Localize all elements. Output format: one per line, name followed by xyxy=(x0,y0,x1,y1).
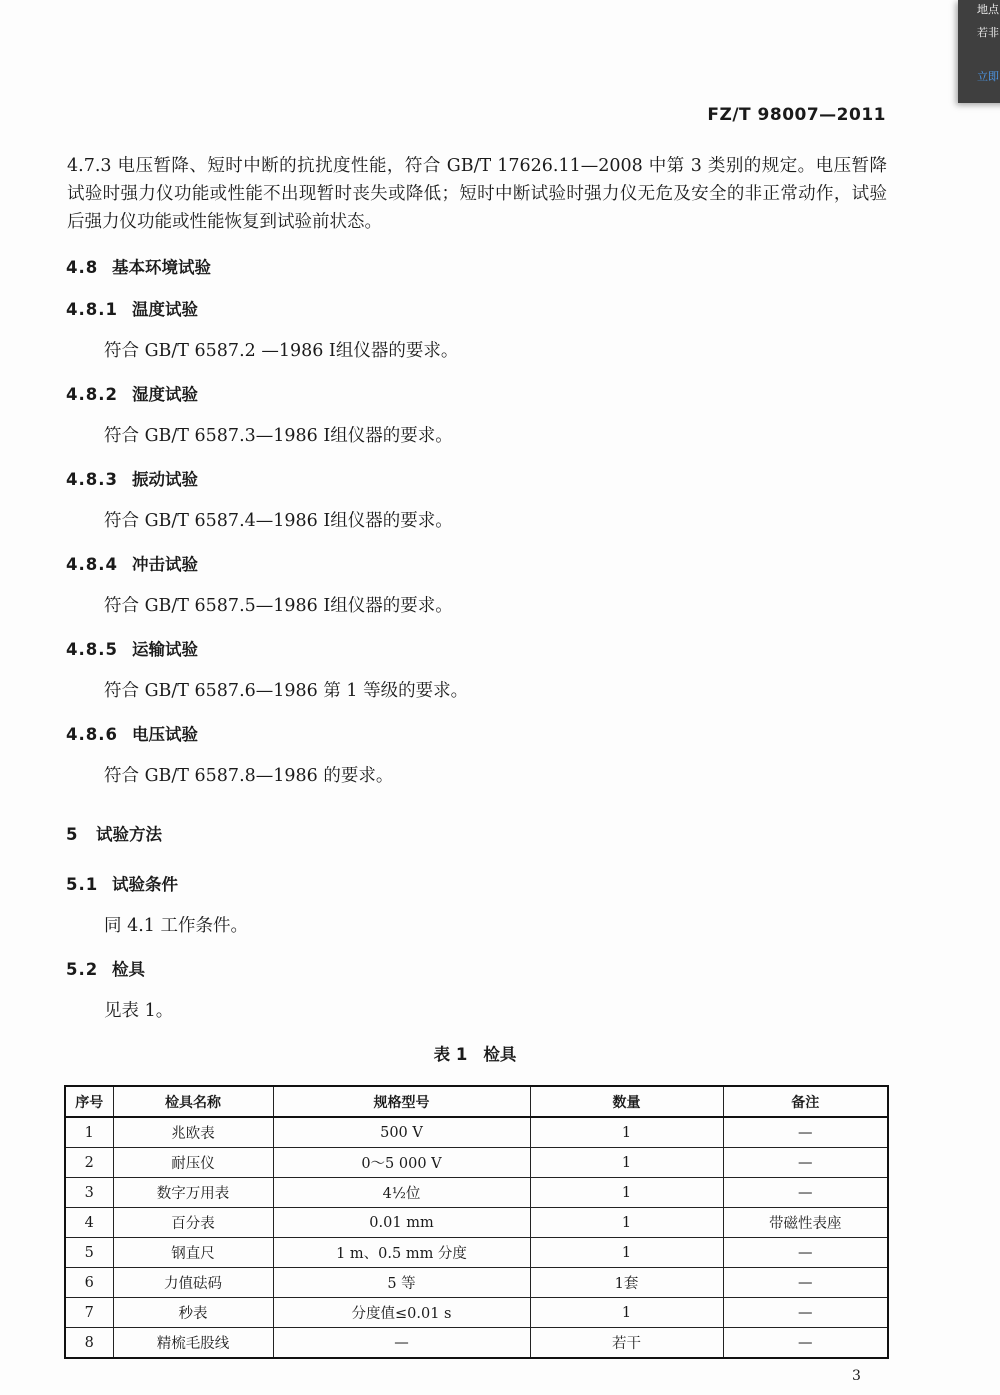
cell-remark: — xyxy=(723,1268,888,1298)
cell-tool-name: 数字万用表 xyxy=(113,1178,273,1208)
cell-remark: 带磁性表座 xyxy=(723,1208,888,1238)
heading-title: 检具 xyxy=(112,960,145,979)
heading-5 xyxy=(66,821,162,845)
header-cell: 备注 xyxy=(723,1086,888,1117)
cell-tool-name: 钢直尺 xyxy=(113,1238,273,1268)
cell-spec: 0～5 000 V xyxy=(273,1148,530,1178)
cell-index: 7 xyxy=(65,1298,113,1328)
heading-4-8-5 xyxy=(66,636,198,660)
cell-index: 4 xyxy=(65,1208,113,1238)
heading-number: 5.1 xyxy=(66,875,99,894)
popup-text-line: 地点 xyxy=(977,3,999,16)
table-caption xyxy=(0,1041,950,1065)
cell-quantity: 1 xyxy=(530,1298,723,1328)
cell-remark: — xyxy=(723,1298,888,1328)
heading-number: 4.8 xyxy=(66,258,99,277)
cell-spec: 5 等 xyxy=(273,1268,530,1298)
cell-quantity: 1 xyxy=(530,1117,723,1148)
cell-index: 8 xyxy=(65,1328,113,1359)
standard-number: FZ/T 98007—2011 xyxy=(707,105,886,125)
heading-number: 4.8.6 xyxy=(66,725,118,744)
cell-index: 5 xyxy=(65,1238,113,1268)
cell-spec: — xyxy=(273,1328,530,1359)
cell-index: 1 xyxy=(65,1117,113,1148)
cell-tool-name: 兆欧表 xyxy=(113,1117,273,1148)
heading-4-8-6 xyxy=(66,721,198,745)
heading-number: 4.8.1 xyxy=(66,300,118,319)
heading-5-2 xyxy=(66,956,145,980)
clause-5-2-body: 见表 1。 xyxy=(104,1001,174,1021)
clause-5-1-body: 同 4.1 工作条件。 xyxy=(104,916,248,936)
table-row xyxy=(65,1238,888,1268)
cell-remark: — xyxy=(723,1148,888,1178)
inspection-tools-table xyxy=(64,1085,889,1359)
cell-spec: 1 m、0.5 mm 分度 xyxy=(273,1238,530,1268)
cell-index: 3 xyxy=(65,1178,113,1208)
cell-tool-name: 精梳毛股线 xyxy=(113,1328,273,1359)
heading-title: 基本环境试验 xyxy=(112,258,211,277)
heading-title: 试验方法 xyxy=(96,825,162,844)
clause-4-7-3: 4.7.3 电压暂降、短时中断的抗扰度性能，符合 GB/T 17626.11—2008 中第 3 类别的规定。电压暂降试验时强力仪功能或性能不出现暂时丧失或降低；短时中断试验时强力仪无危及安全的非正常动作，试验后强力仪功能或性能恢复到试验前状态。 xyxy=(67,156,887,232)
heading-4-8-1 xyxy=(66,296,198,320)
notification-popup[interactable] xyxy=(958,0,1000,103)
heading-4-8-2 xyxy=(66,381,198,405)
table-row xyxy=(65,1117,888,1148)
table-row xyxy=(65,1328,888,1359)
cell-quantity: 1 xyxy=(530,1208,723,1238)
table-caption-title: 检具 xyxy=(483,1045,517,1064)
cell-tool-name: 耐压仪 xyxy=(113,1148,273,1178)
cell-quantity: 1 xyxy=(530,1178,723,1208)
table-row xyxy=(65,1208,888,1238)
heading-number: 5 xyxy=(66,825,79,844)
heading-title: 湿度试验 xyxy=(132,385,198,404)
cell-remark: — xyxy=(723,1117,888,1148)
table-row xyxy=(65,1268,888,1298)
clause-4-8-6-body: 符合 GB/T 6587.8—1986 的要求。 xyxy=(104,766,394,786)
cell-remark: — xyxy=(723,1238,888,1268)
cell-tool-name: 秒表 xyxy=(113,1298,273,1328)
heading-title: 振动试验 xyxy=(132,470,198,489)
heading-number: 4.8.3 xyxy=(66,470,118,489)
popup-link[interactable]: 立即 xyxy=(977,70,999,83)
heading-number: 4.8.4 xyxy=(66,555,118,574)
cell-quantity: 1 xyxy=(530,1148,723,1178)
heading-4-8-3 xyxy=(66,466,198,490)
heading-title: 运输试验 xyxy=(132,640,198,659)
clause-4-8-5-body: 符合 GB/T 6587.6—1986 第 1 等级的要求。 xyxy=(104,681,469,701)
table-row xyxy=(65,1178,888,1208)
header-cell: 规格型号 xyxy=(273,1086,530,1117)
cell-quantity: 1 xyxy=(530,1238,723,1268)
heading-title: 温度试验 xyxy=(132,300,198,319)
header-cell: 数量 xyxy=(530,1086,723,1117)
cell-index: 2 xyxy=(65,1148,113,1178)
heading-title: 电压试验 xyxy=(132,725,198,744)
heading-5-1 xyxy=(66,871,178,895)
heading-number: 4.8.5 xyxy=(66,640,118,659)
cell-index: 6 xyxy=(65,1268,113,1298)
cell-tool-name: 百分表 xyxy=(113,1208,273,1238)
table-row xyxy=(65,1148,888,1178)
clause-4-8-3-body: 符合 GB/T 6587.4—1986 Ⅰ组仪器的要求。 xyxy=(104,511,453,531)
header-cell: 序号 xyxy=(65,1086,113,1117)
clause-4-8-2-body: 符合 GB/T 6587.3—1986 Ⅰ组仪器的要求。 xyxy=(104,426,453,446)
heading-4-8 xyxy=(66,254,211,278)
cell-spec: 500 V xyxy=(273,1117,530,1148)
table-row xyxy=(65,1298,888,1328)
cell-remark: — xyxy=(723,1328,888,1359)
heading-number: 4.8.2 xyxy=(66,385,118,404)
header-cell: 检具名称 xyxy=(113,1086,273,1117)
cell-remark: — xyxy=(723,1178,888,1208)
cell-quantity: 1套 xyxy=(530,1268,723,1298)
popup-text-line: 若非 xyxy=(977,26,999,39)
heading-number: 5.2 xyxy=(66,960,99,979)
table-header-row xyxy=(65,1086,888,1117)
clause-4-8-4-body: 符合 GB/T 6587.5—1986 Ⅰ组仪器的要求。 xyxy=(104,596,453,616)
cell-spec: 4½位 xyxy=(273,1178,530,1208)
cell-spec: 0.01 mm xyxy=(273,1208,530,1238)
cell-quantity: 若干 xyxy=(530,1328,723,1359)
cell-spec: 分度值≤0.01 s xyxy=(273,1298,530,1328)
heading-title: 试验条件 xyxy=(112,875,178,894)
table-caption-label: 表 1 xyxy=(433,1045,468,1064)
heading-4-8-4 xyxy=(66,551,198,575)
cell-tool-name: 力值砝码 xyxy=(113,1268,273,1298)
clause-4-8-1-body: 符合 GB/T 6587.2 —1986 Ⅰ组仪器的要求。 xyxy=(104,341,459,361)
heading-title: 冲击试验 xyxy=(132,555,198,574)
page-number: 3 xyxy=(852,1368,861,1384)
